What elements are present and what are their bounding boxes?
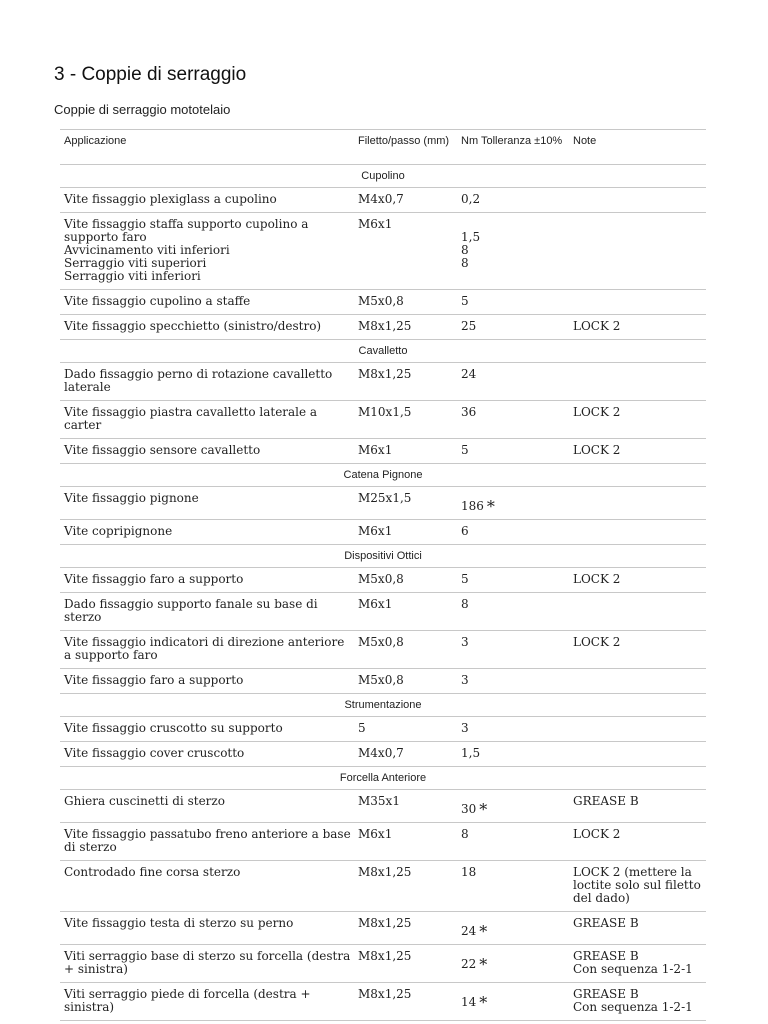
cell-torque: 6 (457, 520, 569, 545)
header-filetto: Filetto/passo (mm) (354, 130, 457, 165)
cell-thread: M25x1,5 (354, 487, 457, 520)
cell-torque: 8 (457, 823, 569, 861)
cell-thread: 5 (354, 717, 457, 742)
cell-torque: 5 (457, 290, 569, 315)
cell-note: LOCK 2 (569, 631, 706, 669)
cell-application: Vite fissaggio passatubo freno anteriore a base di sterzo (60, 823, 354, 861)
section-cupolino: Cupolino (60, 165, 706, 188)
table-row (60, 593, 706, 631)
cell-application: Viti serraggio base di sterzo su forcella (destra + sinistra) (60, 945, 354, 983)
cell-torque: 25 (457, 315, 569, 340)
cell-thread: M6x1 (354, 439, 457, 464)
cell-application: Vite fissaggio indicatori di direzione anteriore a supporto faro (60, 631, 354, 669)
table-row (60, 823, 706, 861)
cell-note (569, 487, 706, 520)
cell-thread: M8x1,25 (354, 945, 457, 983)
table-row (60, 290, 706, 315)
cell-torque: 8 (457, 593, 569, 631)
cell-application: Vite fissaggio pignone (60, 487, 354, 520)
cell-thread: M10x1,5 (354, 401, 457, 439)
table-row (60, 861, 706, 912)
table-row (60, 912, 706, 945)
table-row (60, 631, 706, 669)
torque-value: 186 (461, 499, 484, 513)
cell-application: Vite fissaggio sensore cavalletto (60, 439, 354, 464)
cell-application: Vite fissaggio piastra cavalletto laterale a carter (60, 401, 354, 439)
cell-note (569, 188, 706, 213)
torque-value: 30 (461, 802, 477, 816)
cell-torque: 3 (457, 631, 569, 669)
cell-thread: M4x0,7 (354, 742, 457, 767)
section-row (60, 165, 706, 188)
cell-torque: 5 (457, 568, 569, 593)
table-row (60, 188, 706, 213)
cell-note (569, 290, 706, 315)
cell-torque (457, 945, 569, 983)
cell-application: Vite fissaggio cover cruscotto (60, 742, 354, 767)
table-row (60, 945, 706, 983)
table-row (60, 742, 706, 767)
cell-torque: 1,5 (457, 742, 569, 767)
cell-note (569, 717, 706, 742)
cell-thread: M6x1 (354, 520, 457, 545)
cell-note: LOCK 2 (569, 315, 706, 340)
cell-torque: 24 (457, 363, 569, 401)
cell-note: LOCK 2 (569, 823, 706, 861)
cell-note: LOCK 2 (569, 568, 706, 593)
table-row (60, 213, 706, 290)
cell-note: LOCK 2 (569, 401, 706, 439)
cell-thread: M5x0,8 (354, 631, 457, 669)
cell-note: GREASE B (569, 912, 706, 945)
cell-thread: M5x0,8 (354, 568, 457, 593)
asterisk-mark: * (486, 497, 495, 516)
cell-thread: M4x0,7 (354, 188, 457, 213)
cell-note (569, 363, 706, 401)
table-row (60, 717, 706, 742)
cell-note: GREASE B Con sequenza 1-2-1 (569, 945, 706, 983)
cell-thread: M5x0,8 (354, 290, 457, 315)
asterisk-mark: * (479, 955, 488, 974)
cell-application: Vite fissaggio cruscotto su supporto (60, 717, 354, 742)
cell-application: Dado fissaggio supporto fanale su base di sterzo (60, 593, 354, 631)
cell-torque (457, 487, 569, 520)
cell-application: Controdado fine corsa sterzo (60, 861, 354, 912)
table-row (60, 401, 706, 439)
section-row (60, 694, 706, 717)
cell-note (569, 742, 706, 767)
cell-application: Vite fissaggio faro a supporto (60, 568, 354, 593)
cell-torque (457, 983, 569, 1021)
cell-note: LOCK 2 (mettere la loctite solo sul filetto del dado) (569, 861, 706, 912)
cell-application: Vite fissaggio faro a supporto (60, 669, 354, 694)
cell-torque (457, 912, 569, 945)
table-row (60, 520, 706, 545)
table-row (60, 439, 706, 464)
torque-value: 22 (461, 957, 477, 971)
cell-torque (457, 790, 569, 823)
table-row (60, 568, 706, 593)
table-row (60, 315, 706, 340)
torque-table (60, 129, 706, 1021)
cell-thread: M8x1,25 (354, 912, 457, 945)
table-row (60, 487, 706, 520)
table-header-row (60, 130, 706, 165)
asterisk-mark: * (479, 993, 488, 1012)
asterisk-mark: * (479, 800, 488, 819)
cell-note: GREASE B (569, 790, 706, 823)
cell-thread: M8x1,25 (354, 363, 457, 401)
header-applicazione: Applicazione (60, 130, 354, 165)
section-catena-pignone: Catena Pignone (60, 464, 706, 487)
section-strumentazione: Strumentazione (60, 694, 706, 717)
cell-thread: M6x1 (354, 213, 457, 290)
torque-value: 1,5 8 8 (461, 230, 481, 270)
section-row (60, 464, 706, 487)
asterisk-mark: * (479, 922, 488, 941)
cell-note (569, 669, 706, 694)
cell-thread: M6x1 (354, 593, 457, 631)
cell-thread: M8x1,25 (354, 315, 457, 340)
cell-application: Ghiera cuscinetti di sterzo (60, 790, 354, 823)
cell-application: Vite fissaggio testa di sterzo su perno (60, 912, 354, 945)
header-nm-tolleranza: Nm Tolleranza ±10% (457, 130, 569, 165)
cell-application: Dado fissaggio perno di rotazione cavalletto laterale (60, 363, 354, 401)
cell-thread: M6x1 (354, 823, 457, 861)
cell-note: LOCK 2 (569, 439, 706, 464)
section-dispositivi-ottici: Dispositivi Ottici (60, 545, 706, 568)
cell-application: Vite copripignone (60, 520, 354, 545)
torque-value: 14 (461, 995, 477, 1009)
cell-torque: 36 (457, 401, 569, 439)
table-row (60, 790, 706, 823)
cell-thread: M35x1 (354, 790, 457, 823)
cell-torque: 5 (457, 439, 569, 464)
cell-torque: 3 (457, 669, 569, 694)
table-row (60, 983, 706, 1021)
cell-note (569, 520, 706, 545)
table-row (60, 669, 706, 694)
cell-note: GREASE B Con sequenza 1-2-1 (569, 983, 706, 1021)
cell-thread: M8x1,25 (354, 983, 457, 1021)
cell-torque (457, 213, 569, 290)
section-forcella-anteriore: Forcella Anteriore (60, 767, 706, 790)
torque-value: 24 (461, 924, 477, 938)
cell-application: Vite fissaggio plexiglass a cupolino (60, 188, 354, 213)
section-row (60, 545, 706, 568)
cell-torque: 3 (457, 717, 569, 742)
cell-note (569, 213, 706, 290)
table-caption: Coppie di serraggio mototelaio (54, 102, 231, 117)
cell-application: Vite fissaggio cupolino a staffe (60, 290, 354, 315)
cell-application: Viti serraggio piede di forcella (destra + sinistra) (60, 983, 354, 1021)
header-note: Note (569, 130, 706, 165)
cell-application: Vite fissaggio specchietto (sinistro/destro) (60, 315, 354, 340)
section-cavalletto: Cavalletto (60, 340, 706, 363)
cell-application: Vite fissaggio staffa supporto cupolino a supporto faro Avvicinamento viti inferiori Serraggio viti superiori Serraggio viti inferiori (60, 213, 354, 290)
cell-thread: M5x0,8 (354, 669, 457, 694)
cell-torque: 18 (457, 861, 569, 912)
cell-thread: M8x1,25 (354, 861, 457, 912)
cell-note (569, 593, 706, 631)
section-row (60, 340, 706, 363)
section-row (60, 767, 706, 790)
cell-torque: 0,2 (457, 188, 569, 213)
page-title: 3 - Coppie di serraggio (54, 64, 247, 85)
table-row (60, 363, 706, 401)
